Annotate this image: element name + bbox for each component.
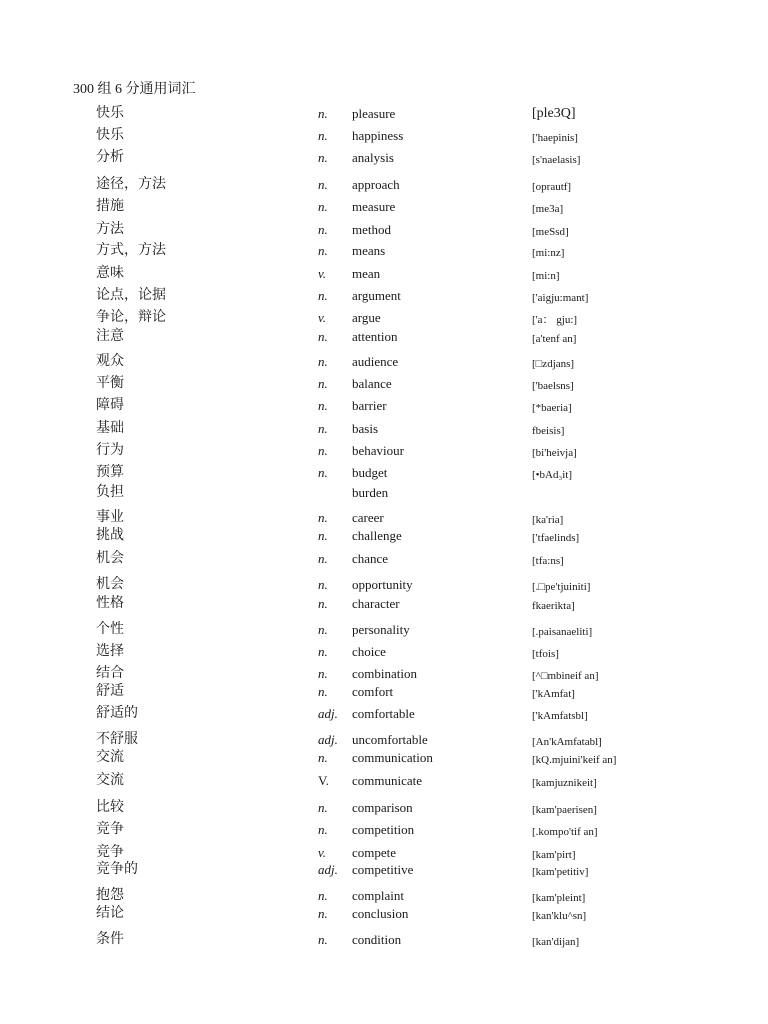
english-word: comfortable [352, 706, 415, 721]
phonetic: [kQ.mjuini'keif an] [532, 754, 617, 766]
vocab-row [0, 932, 768, 950]
chinese-term: 性格 [96, 596, 124, 611]
english-word: competition [352, 822, 415, 837]
vocab-row [0, 243, 768, 261]
english-word: combination [352, 666, 417, 681]
chinese-term: 舒适的 [96, 706, 138, 721]
vocab-row [0, 862, 768, 880]
english-word: communicate [352, 773, 423, 788]
phonetic: [.kompo'tif an] [532, 826, 598, 838]
part-of-speech: n. [318, 288, 328, 303]
phonetic: [□zdjans] [532, 358, 575, 370]
part-of-speech: n. [318, 596, 328, 611]
phonetic: ['a： gju:] [532, 314, 578, 326]
chinese-term: 观众 [96, 354, 124, 369]
chinese-term: 机会 [96, 577, 124, 592]
english-word: opportunity [352, 577, 413, 592]
english-word: mean [352, 266, 381, 281]
phonetic: [kam'paerisen] [532, 804, 597, 816]
english-word: personality [352, 622, 410, 637]
chinese-term: 个性 [96, 622, 124, 637]
chinese-term: 快乐 [96, 106, 124, 121]
chinese-term: 比较 [96, 800, 124, 815]
phonetic: ['baelsns] [532, 380, 574, 392]
part-of-speech: n. [318, 398, 328, 413]
vocab-row [0, 622, 768, 640]
english-word: audience [352, 354, 399, 369]
vocab-row [0, 906, 768, 924]
part-of-speech: n. [318, 222, 328, 237]
chinese-term: 机会 [96, 551, 124, 566]
vocab-row [0, 551, 768, 569]
chinese-term: 论点，论据 [96, 288, 166, 303]
vocab-row [0, 150, 768, 168]
phonetic: [.paisanaeliti] [532, 626, 593, 638]
english-word: approach [352, 177, 400, 192]
english-word: basis [352, 421, 378, 436]
part-of-speech: n. [318, 750, 328, 765]
part-of-speech: n. [318, 622, 328, 637]
vocab-row [0, 398, 768, 416]
english-word: comparison [352, 800, 413, 815]
chinese-term: 竞争的 [96, 862, 138, 877]
english-word: argument [352, 288, 401, 303]
part-of-speech: n. [318, 666, 328, 681]
part-of-speech: n. [318, 684, 328, 699]
chinese-term: 不舒服 [96, 732, 138, 747]
english-word: comfort [352, 684, 394, 699]
chinese-term: 平衡 [96, 376, 124, 391]
phonetic: [An'kAmfatabl] [532, 736, 602, 748]
part-of-speech: n. [318, 888, 328, 903]
english-word: attention [352, 329, 398, 344]
english-word: chance [352, 551, 389, 566]
chinese-term: 选择 [96, 644, 124, 659]
vocab-row [0, 596, 768, 614]
phonetic: [•bAd₃it] [532, 469, 573, 481]
part-of-speech: adj. [318, 706, 338, 721]
chinese-term: 结论 [96, 906, 124, 921]
part-of-speech: n. [318, 128, 328, 143]
chinese-term: 途径，方法 [96, 177, 166, 192]
phonetic: [kamjuznikeit] [532, 777, 597, 789]
chinese-term: 行为 [96, 443, 124, 458]
chinese-term: 方法 [96, 222, 124, 237]
vocab-row [0, 106, 768, 124]
part-of-speech: n. [318, 551, 328, 566]
page-title: 300 组 6 分通用词汇 [73, 82, 196, 97]
vocab-row [0, 128, 768, 146]
vocab-row [0, 421, 768, 439]
phonetic: fbeisis] [532, 425, 565, 437]
phonetic: ['kAmfat] [532, 688, 575, 700]
vocab-row [0, 845, 768, 863]
chinese-term: 快乐 [96, 128, 124, 143]
chinese-term: 方式，方法 [96, 243, 166, 258]
chinese-term: 基础 [96, 421, 124, 436]
chinese-term: 意味 [96, 266, 124, 281]
phonetic: [kam'petitiv] [532, 866, 589, 878]
phonetic: [mi:nz] [532, 247, 565, 259]
english-word: compete [352, 845, 397, 860]
chinese-term: 注意 [96, 329, 124, 344]
chinese-term: 交流 [96, 773, 124, 788]
phonetic: [ka'ria] [532, 514, 564, 526]
part-of-speech: v. [318, 845, 327, 860]
english-word: uncomfortable [352, 732, 428, 747]
vocab-row [0, 376, 768, 394]
phonetic: [ple3Q] [532, 106, 576, 121]
english-word: barrier [352, 398, 387, 413]
english-word: communication [352, 750, 433, 765]
phonetic: [me3a] [532, 203, 564, 215]
english-word: competitive [352, 862, 414, 877]
vocab-row [0, 773, 768, 791]
part-of-speech: n. [318, 443, 328, 458]
part-of-speech: v. [318, 266, 327, 281]
part-of-speech: n. [318, 822, 328, 837]
english-word: balance [352, 376, 392, 391]
chinese-term: 交流 [96, 750, 124, 765]
phonetic: [mi:n] [532, 270, 560, 282]
english-word: character [352, 596, 400, 611]
english-word: challenge [352, 528, 402, 543]
phonetic: [bi'heivja] [532, 447, 577, 459]
vocab-row [0, 750, 768, 768]
part-of-speech: n. [318, 376, 328, 391]
part-of-speech: n. [318, 906, 328, 921]
part-of-speech: n. [318, 932, 328, 947]
phonetic: ['haepinis] [532, 132, 578, 144]
phonetic: [kan'dijan] [532, 936, 580, 948]
vocab-row [0, 465, 768, 483]
english-word: measure [352, 199, 396, 214]
chinese-term: 条件 [96, 932, 124, 947]
phonetic: [kam'pirt] [532, 849, 576, 861]
phonetic: ['tfaelinds] [532, 532, 580, 544]
chinese-term: 舒适 [96, 684, 124, 699]
english-word: choice [352, 644, 386, 659]
chinese-term: 结合 [96, 666, 124, 681]
vocab-row [0, 288, 768, 306]
part-of-speech: n. [318, 106, 328, 121]
vocab-row [0, 644, 768, 662]
phonetic: [^□mbineif an] [532, 670, 599, 682]
vocab-row [0, 222, 768, 240]
part-of-speech: n. [318, 243, 328, 258]
chinese-term: 障碍 [96, 398, 124, 413]
english-word: pleasure [352, 106, 396, 121]
vocab-row [0, 577, 768, 595]
vocab-row [0, 329, 768, 347]
phonetic: ['aigju:mant] [532, 292, 589, 304]
chinese-term: 争论，辩论 [96, 310, 166, 325]
chinese-term: 分析 [96, 150, 124, 165]
part-of-speech: n. [318, 528, 328, 543]
phonetic: [tfa:ns] [532, 555, 564, 567]
part-of-speech: v. [318, 310, 327, 325]
phonetic: ['kAmfatsbl] [532, 710, 588, 722]
phonetic: [kan'klu^sn] [532, 910, 587, 922]
vocab-row [0, 310, 768, 328]
english-word: analysis [352, 150, 394, 165]
chinese-term: 竞争 [96, 822, 124, 837]
english-word: conclusion [352, 906, 409, 921]
english-word: condition [352, 932, 402, 947]
phonetic: [kam'pleint] [532, 892, 586, 904]
part-of-speech: n. [318, 510, 328, 525]
phonetic: [oprautf] [532, 181, 572, 193]
vocab-row [0, 732, 768, 750]
part-of-speech: adj. [318, 862, 338, 877]
english-word: argue [352, 310, 381, 325]
part-of-speech: adj. [318, 732, 338, 747]
vocab-row [0, 800, 768, 818]
part-of-speech: n. [318, 329, 328, 344]
vocab-row [0, 684, 768, 702]
phonetic: [a'tenf an] [532, 333, 577, 345]
vocab-row [0, 443, 768, 461]
vocab-row [0, 266, 768, 284]
phonetic: fkaerikta] [532, 600, 575, 612]
english-word: happiness [352, 128, 404, 143]
phonetic: [s'naelasis] [532, 154, 581, 166]
english-word: burden [352, 485, 389, 500]
english-word: budget [352, 465, 388, 480]
vocab-row [0, 177, 768, 195]
part-of-speech: n. [318, 421, 328, 436]
part-of-speech: n. [318, 644, 328, 659]
vocab-row [0, 822, 768, 840]
part-of-speech: V. [318, 773, 329, 788]
english-word: means [352, 243, 386, 258]
vocab-row [0, 199, 768, 217]
english-word: method [352, 222, 391, 237]
part-of-speech: n. [318, 354, 328, 369]
vocab-row [0, 485, 768, 503]
vocab-row [0, 510, 768, 528]
chinese-term: 竞争 [96, 845, 124, 860]
chinese-term: 预算 [96, 465, 124, 480]
vocab-row [0, 706, 768, 724]
part-of-speech: n. [318, 150, 328, 165]
english-word: behaviour [352, 443, 404, 458]
part-of-speech: n. [318, 465, 328, 480]
vocab-row [0, 354, 768, 372]
vocab-row [0, 528, 768, 546]
chinese-term: 负担 [96, 485, 124, 500]
vocab-row [0, 666, 768, 684]
part-of-speech: n. [318, 800, 328, 815]
phonetic: [meSsd] [532, 226, 569, 238]
phonetic: [.□pe'tjuiniti] [532, 581, 591, 593]
chinese-term: 挑战 [96, 528, 124, 543]
english-word: complaint [352, 888, 404, 903]
chinese-term: 抱怨 [96, 888, 124, 903]
part-of-speech: n. [318, 177, 328, 192]
part-of-speech: n. [318, 199, 328, 214]
chinese-term: 措施 [96, 199, 124, 214]
english-word: career [352, 510, 384, 525]
vocab-row [0, 888, 768, 906]
chinese-term: 事业 [96, 510, 124, 525]
phonetic: [*baeria] [532, 402, 572, 414]
phonetic: [tfois] [532, 648, 559, 660]
part-of-speech: n. [318, 577, 328, 592]
